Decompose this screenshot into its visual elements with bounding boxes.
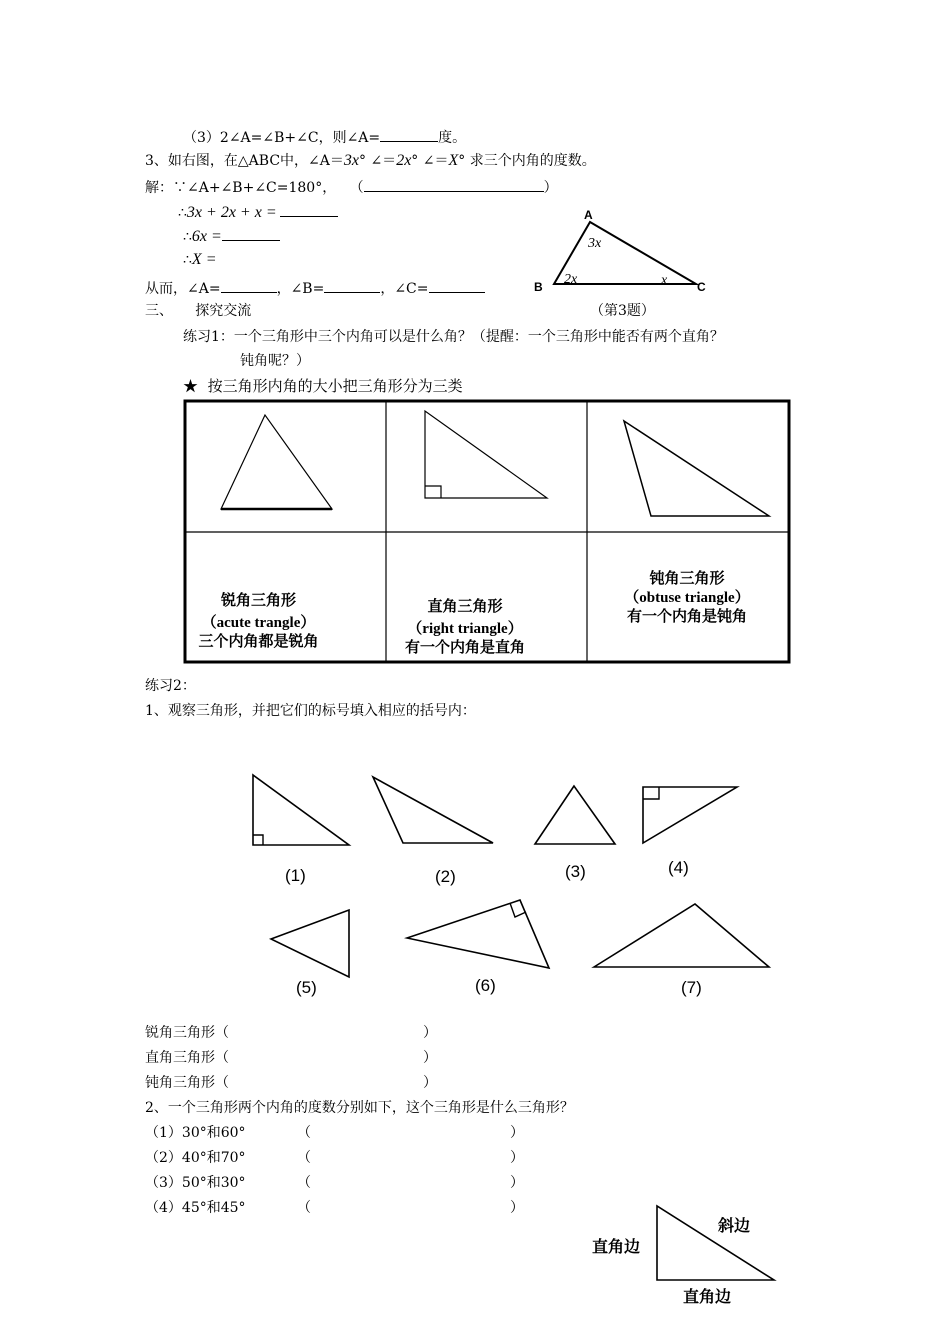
answer-obtuse-close: ） [423,1075,437,1091]
section3-title: 探究交流 [195,303,252,319]
obtuse-triangle-shape [624,421,769,516]
solution-label: 解： [145,180,173,196]
exercise2-title: 练习2： [145,678,196,694]
triangle-7 [594,904,769,967]
q3-item3-line [183,128,466,147]
figure-label-2: (2) [435,867,456,886]
q3-step2 [178,203,338,222]
step3-text: 6x = [191,228,222,245]
vertex-c-label: C [697,280,706,294]
result-b-blank[interactable] [324,279,380,293]
result-a: 从而，∠A= [145,281,221,297]
step1-paren-close: ） [543,180,558,196]
step4-text: X = [191,251,217,268]
step1-text: ∵∠A+∠B+∠C=180°， [173,180,337,196]
seven-triangles-figure [245,765,785,1005]
obtuse-english: （obtuse triangle） [624,590,750,606]
figure-label-4: (4) [668,858,689,877]
answer-obtuse [145,1074,229,1092]
right-name: 直角三角形 [427,599,503,615]
q3-stmt-a: 3、如右图，在△ABC中，∠A＝ [145,153,344,169]
acute-english: （acute trangle） [201,615,316,631]
answer-right-close: ） [423,1050,437,1066]
therefore-symbol: ∴ [183,229,192,245]
q3-stmt-b: ° ∠＝ [359,153,397,169]
star-icon: ★ [183,377,199,395]
angle-a-label: 3x [588,236,602,251]
answer-acute-close: ） [423,1025,437,1041]
q3-stmt-d: ° 求三个内角的度数。 [458,153,596,169]
acute-triangle-shape [221,415,332,509]
q3-a-val: 3x [343,152,359,169]
exercise2-q1: 1、观察三角形，并把它们的标号填入相应的括号内： [145,703,476,719]
exercise1-line1: 练习1：一个三角形中三个内角可以是什么角？（提醒：一个三角形中能否有两个直角？ [183,329,724,345]
triangle-6 [407,900,549,968]
step1-paren-open: （ [349,180,364,196]
answer-acute-label: 锐角三角形（ [145,1025,229,1041]
triangle-2 [373,777,493,843]
result-b: ，∠B= [276,281,325,297]
answer-obtuse-label: 钝角三角形（ [145,1075,229,1091]
q2-item-3: （3）50°和30° [145,1175,246,1191]
classify-heading: 按三角形内角的大小把三角形分为三类 [207,377,463,395]
result-c: ，∠C= [380,281,429,297]
obtuse-label-cell [602,570,772,627]
answer-acute [145,1024,229,1042]
right-label-cell [390,598,540,658]
q2-item-1-open: （ [297,1125,311,1141]
answer-right [145,1049,229,1067]
figure-label-5: (5) [296,978,317,997]
q3-step1 [145,178,558,197]
q3-result [145,279,485,298]
q2-item-2-open: （ [297,1150,311,1166]
q3-statement [145,152,596,170]
therefore-symbol: ∴ [183,252,192,268]
q3-item3-blank[interactable] [380,128,438,142]
q2-item-4-close: ） [510,1200,524,1216]
figure-label-3: (3) [565,862,586,881]
q3-step4 [183,251,217,269]
acute-name: 锐角三角形 [220,593,296,609]
hypotenuse-label: 斜边 [718,1216,751,1235]
angle-c-label: x [661,273,668,288]
q3-step3 [183,227,280,246]
q2-item-4-open: （ [297,1200,311,1216]
q3-item3-suffix: 度。 [438,130,467,146]
figure-label-7: (7) [681,978,702,997]
step2-blank[interactable] [280,203,338,217]
q3-figure-caption: （第3题） [590,303,655,319]
angle-b-label: 2x [564,272,578,287]
q3-b-val: 2x [396,152,412,169]
q3-stmt-c: ° ∠＝ [411,153,449,169]
figure-label-6: (6) [475,976,496,995]
section3-heading [145,302,251,320]
result-c-blank[interactable] [429,279,485,293]
right-english: （right triangle） [407,621,523,637]
result-a-blank[interactable] [221,279,277,293]
triangle-5 [271,910,349,977]
section3-number: 三、 [145,303,173,319]
q2-item-3-open: （ [297,1175,311,1191]
step3-blank[interactable] [222,227,280,241]
triangle-4 [643,787,737,843]
step1-reason-blank[interactable] [364,178,544,192]
triangle-1 [253,775,349,845]
q2-item-1-close: ） [510,1125,524,1141]
obtuse-desc: 有一个内角是钝角 [626,609,747,625]
q2-item-2: （2）40°和70° [145,1150,246,1166]
triangle-3 [535,786,615,844]
right-triangle-parts-figure [590,1200,790,1310]
therefore-symbol: ∴ [178,205,187,221]
q2-item-3-close: ） [510,1175,524,1191]
right-desc: 有一个内角是直角 [404,640,525,656]
acute-label-cell [186,592,331,652]
q2-item-1: （1）30°和60° [145,1125,246,1141]
classify-heading-line [183,377,463,395]
acute-desc: 三个内角都是锐角 [198,634,319,650]
q3-triangle-figure [530,205,710,295]
right-triangle-shape [425,411,547,498]
vertex-a-label: A [584,208,593,222]
obtuse-name: 钝角三角形 [649,571,725,587]
q2-item-2-close: ） [510,1150,524,1166]
labeled-right-triangle [657,1206,774,1280]
q3-c-val: X [448,152,459,169]
q2-title: 2、一个三角形两个内角的度数分别如下，这个三角形是什么三角形？ [145,1100,574,1116]
leg-bottom-label: 直角边 [683,1287,732,1306]
figure-label-1: (1) [285,866,306,885]
vertex-b-label: B [534,280,543,294]
q3-item3-prefix: （3）2∠A=∠B+∠C，则∠A= [183,130,381,146]
answer-right-label: 直角三角形（ [145,1050,229,1066]
exercise1-line2: 钝角呢？） [240,353,310,369]
leg-left-label: 直角边 [592,1237,641,1256]
step2-text: 3x + 2x + x = [186,204,277,221]
q2-item-4: （4）45°和45° [145,1200,246,1216]
